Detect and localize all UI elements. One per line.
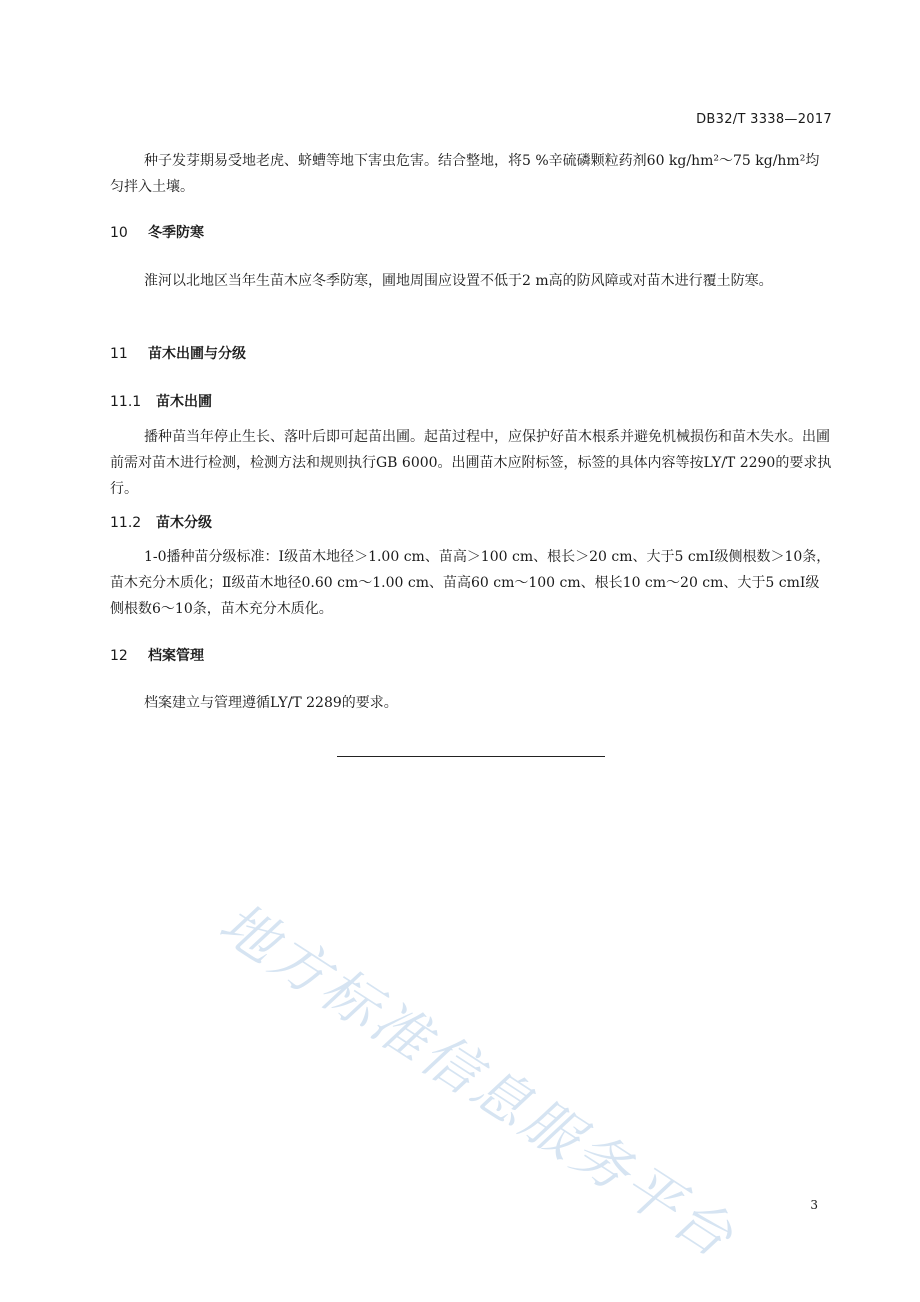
section-11-2-heading	[110, 512, 212, 532]
section-10-heading	[110, 222, 204, 242]
pest-control-paragraph: 种子发芽期易受地老虎、蛴螬等地下害虫危害。结合整地，将5 %辛硫磷颗粒药剂60 kg/hm²～75 kg/hm²均匀拌入土壤。	[110, 153, 820, 195]
section-11-heading	[110, 343, 246, 363]
section-title: 冬季防寒	[148, 225, 204, 241]
section-title: 苗木出圃与分级	[148, 346, 246, 362]
section-12-paragraph: 档案建立与管理遵循LY/T 2289的要求。	[144, 695, 398, 711]
section-number: 11	[110, 346, 128, 362]
section-11-2-paragraph: 1-0播种苗分级标准：Ⅰ级苗木地径＞1.00 cm、苗高＞100 cm、根长＞20 cm、大于5 cmⅠ级侧根数＞10条，苗木充分木质化；Ⅱ级苗木地径0.60 cm～1.00 cm、苗高60 cm～100 cm、根长10 cm～20 cm、大于5 cmⅠ级侧根数6～10条，苗木充分木质化。	[110, 549, 831, 617]
page-number: 3	[810, 1198, 818, 1212]
section-11-1-paragraph: 播种苗当年停止生长、落叶后即可起苗出圃。起苗过程中，应保护好苗木根系并避免机械损伤和苗木失水。出圃前需对苗木进行检测，检测方法和规则执行GB 6000。出圃苗木应附标签，标签的具体内容等按LY/T 2290的要求执行。	[110, 429, 832, 497]
section-number: 10	[110, 225, 128, 241]
document-code: DB32/T 3338—2017	[696, 112, 832, 127]
section-12-heading	[110, 645, 204, 665]
watermark: 地方标准信息服务平台	[207, 890, 747, 1272]
section-number: 12	[110, 648, 128, 664]
section-title: 档案管理	[148, 648, 204, 664]
section-10-paragraph: 淮河以北地区当年生苗木应冬季防寒，圃地周围应设置不低于2 m高的防风障或对苗木进行覆土防寒。	[144, 273, 773, 289]
section-title: 苗木分级	[156, 515, 212, 531]
section-11-1-heading	[110, 391, 212, 411]
end-rule	[337, 756, 605, 757]
section-title: 苗木出圃	[156, 394, 212, 410]
section-number: 11.2	[110, 515, 142, 531]
section-number: 11.1	[110, 394, 142, 410]
